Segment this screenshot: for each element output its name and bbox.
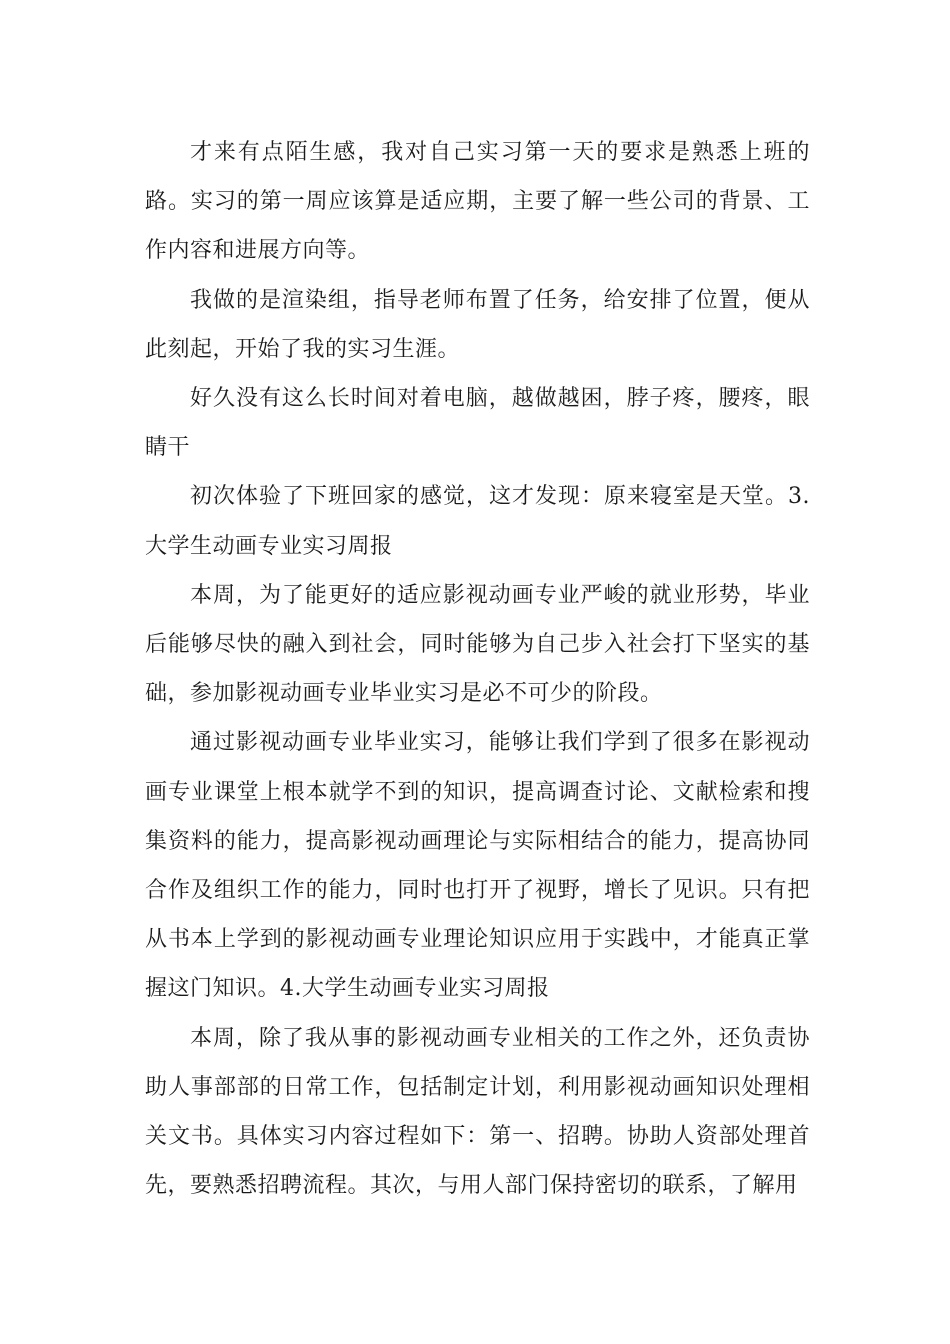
paragraph-2: 我做的是渲染组，指导老师布置了任务，给安排了位置，便从此刻起，开始了我的实习生涯。 (145, 287, 810, 362)
paragraph-7: 本周，除了我从事的影视动画专业相关的工作之外，还负责协助人事部部的日常工作，包括制定计划，利用影视动画知识处理相关文书。具体实习内容过程如下：第一、招聘。协助人资部处理首先，要熟悉招聘流程。其次，与用人部门保持密切的联系，了解用 (145, 1025, 810, 1199)
paragraph-3: 好久没有这么长时间对着电脑，越做越困，脖子疼，腰疼，眼睛干 (145, 386, 810, 461)
paragraph-4: 初次体验了下班回家的感觉，这才发现：原来寝室是天堂。3.大学生动画专业实习周报 (145, 484, 810, 559)
paragraph-1: 才来有点陌生感，我对自己实习第一天的要求是熟悉上班的路。实习的第一周应该算是适应期，主要了解一些公司的背景、工作内容和进展方向等。 (145, 140, 810, 264)
document-body (145, 128, 810, 1210)
paragraph-5: 本周，为了能更好的适应影视动画专业严峻的就业形势，毕业后能够尽快的融入到社会，同时能够为自己步入社会打下坚实的基础，参加影视动画专业毕业实习是必不可少的阶段。 (145, 582, 810, 707)
paragraph-6: 通过影视动画专业毕业实习，能够让我们学到了很多在影视动画专业课堂上根本就学不到的知识，提高调查讨论、文献检索和搜集资料的能力，提高影视动画理论与实际相结合的能力，提高协同合作及组织工作的能力，同时也打开了视野，增长了见识。只有把从书本上学到的影视动画专业理论知识应用于实践中，才能真正掌握这门知识。4.大学生动画专业实习周报 (145, 730, 810, 1002)
